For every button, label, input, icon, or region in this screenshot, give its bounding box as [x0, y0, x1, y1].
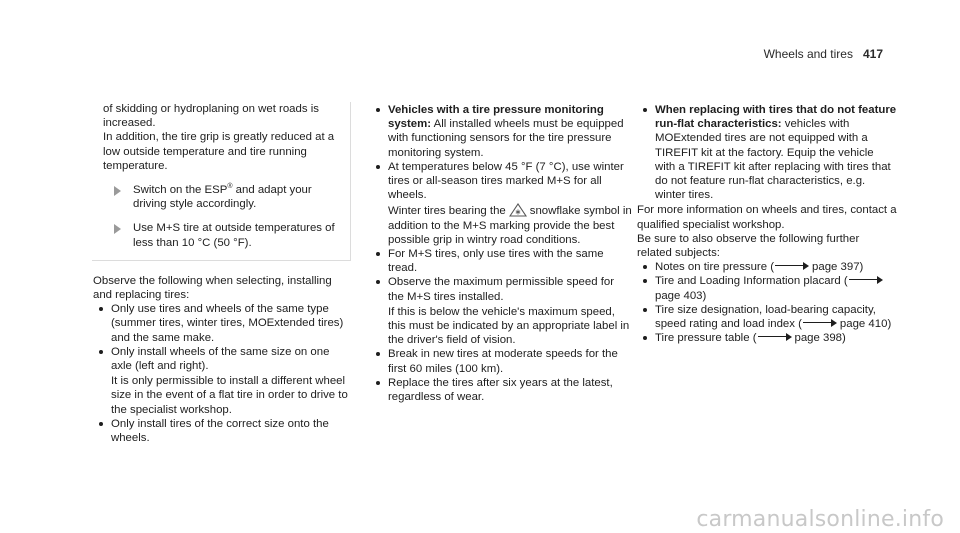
bullet-dot-icon — [643, 108, 647, 112]
bullet-dot-icon — [643, 336, 647, 340]
reference-text: Tire and Loading Information placard ( — [655, 275, 848, 288]
bullet-dot-icon — [376, 252, 380, 256]
list-item — [637, 103, 897, 202]
warning-box — [92, 102, 351, 261]
list-item — [370, 347, 632, 375]
page-reference-arrow-icon — [849, 276, 883, 284]
list-item — [93, 345, 351, 417]
bullet-dot-icon — [376, 165, 380, 169]
list-item — [370, 160, 632, 247]
column-left — [93, 102, 351, 445]
bullet-dot-icon — [99, 422, 103, 426]
list-item-text: For M+S tires, only use tires with the same tread. — [388, 248, 604, 275]
bullet-list — [370, 103, 632, 404]
bullet-dot-icon — [376, 352, 380, 356]
page-reference-link[interactable]: page 410 — [839, 318, 888, 331]
reference-text: ) — [887, 318, 892, 331]
reference-item[interactable] — [637, 303, 897, 331]
list-item-heading: Vehicles with a tire pressure monitoring system: — [388, 104, 604, 131]
bullet-dot-icon — [376, 280, 380, 284]
step-text: Use M+S tire at outside temperatures of less than 10 °C (50 °F). — [133, 222, 335, 249]
bullet-dot-icon — [376, 381, 380, 385]
bullet-dot-icon — [643, 279, 647, 283]
list-item-text: All installed wheels must be equipped with functioning sensors for the tire pressure monitoring system. — [388, 118, 624, 159]
bullet-dot-icon — [376, 108, 380, 112]
reference-text: Tire pressure table ( — [655, 332, 757, 345]
column-middle — [370, 103, 632, 404]
page-reference-link[interactable]: page 398 — [794, 332, 843, 345]
page-reference-arrow-icon — [803, 319, 837, 327]
column-right — [637, 103, 897, 345]
list-item-text: Break in new tires at moderate speeds for the first 60 miles (100 km). — [388, 348, 618, 375]
list-item — [93, 417, 351, 445]
arrow-right-icon — [114, 224, 121, 234]
list-item-text: At temperatures below 45 °F (7 °C), use winter tires or all-season tires marked M+S for all wheels. — [388, 160, 624, 202]
list-item — [93, 302, 351, 345]
reference-item[interactable] — [637, 274, 897, 302]
bullet-dot-icon — [643, 308, 647, 312]
reference-item[interactable] — [637, 331, 897, 345]
info-paragraph: Be sure to also observe the following further related subjects: — [637, 232, 860, 260]
reference-text: Notes on tire pressure ( — [655, 261, 775, 274]
reference-list — [637, 260, 897, 345]
list-item — [370, 275, 632, 347]
list-item-heading: When replacing with tires that do not feature run-flat characteristics: — [655, 104, 897, 131]
action-step — [103, 183, 338, 211]
subtext-part: snowflake symbol in addition to the M+S marking provide the best possible grip in wintry road conditions. — [388, 205, 632, 246]
page-reference-link[interactable]: page 397 — [812, 261, 860, 274]
list-item-text: Replace the tires after six years at the latest, regardless of wear. — [388, 376, 613, 404]
snowflake-mountain-icon — [509, 203, 527, 217]
intro-paragraph: Observe the following when selecting, installing and replacing tires: — [93, 274, 332, 302]
arrow-right-icon — [114, 186, 121, 196]
watermark: carmanualsonline.info — [696, 506, 944, 532]
subtext-part: Winter tires bearing the — [388, 205, 506, 218]
box-paragraph: In addition, the tire grip is greatly reduced at a low outside temperature and tire running temperature. — [103, 131, 335, 172]
list-item-subtext: If this is below the vehicle's maximum speed, this must be indicated by an appropriate label in the driver's field of vision. — [388, 305, 630, 347]
bullet-dot-icon — [99, 307, 103, 311]
info-paragraph: For more information on wheels and tires, contact a qualified specialist workshop. — [637, 204, 897, 231]
bullet-dot-icon — [643, 265, 647, 269]
page-reference-arrow-icon — [758, 333, 792, 341]
list-item-text: Only use tires and wheels of the same type (summer tires, winter tires, MOExtended tires) and the same make. — [111, 303, 344, 344]
page-number: 417 — [862, 47, 883, 61]
reference-text: ) — [842, 332, 846, 345]
box-paragraph: of skidding or hydroplaning on wet roads is increased. — [103, 103, 319, 130]
list-item-text: Observe the maximum permissible speed for the M+S tires installed. — [388, 276, 614, 303]
bullet-list — [93, 302, 351, 445]
reference-text: Tire size designation, load-bearing capacity, speed rating and load index ( — [655, 303, 876, 331]
bullet-list — [637, 103, 897, 202]
list-item-text: vehicles with MOExtended tires are not equipped with a TIREFIT kit at the factory. Equip the vehicle with a TIREFIT kit after replacing with tires that do not feature run-flat characteristics, e.g. winter tires. — [655, 118, 891, 202]
list-item-subtext: It is only permissible to install a different wheel size in the event of a flat tire in order to drive to the specialist workshop. — [111, 375, 348, 416]
list-item-text: Only install tires of the correct size onto the wheels. — [111, 417, 329, 445]
section-title: Wheels and tires — [763, 47, 853, 61]
reference-item[interactable] — [637, 260, 897, 274]
reference-text: ) — [702, 289, 707, 302]
step-text: Switch on the ESP — [133, 184, 228, 197]
page-header — [764, 47, 883, 61]
list-item — [370, 103, 632, 160]
list-item — [370, 376, 632, 404]
reference-text: ) — [859, 261, 864, 274]
step-text: and adapt your driving style accordingly. — [133, 184, 312, 211]
registered-mark: ® — [227, 183, 233, 191]
list-item — [370, 247, 632, 275]
list-item-text: Only install wheels of the same size on one axle (left and right). — [111, 345, 330, 373]
bullet-dot-icon — [99, 350, 103, 354]
page-reference-arrow-icon — [775, 262, 809, 270]
page-reference-link[interactable]: page 403 — [655, 289, 703, 302]
action-step — [103, 221, 338, 249]
list-item-subtext — [388, 203, 632, 247]
